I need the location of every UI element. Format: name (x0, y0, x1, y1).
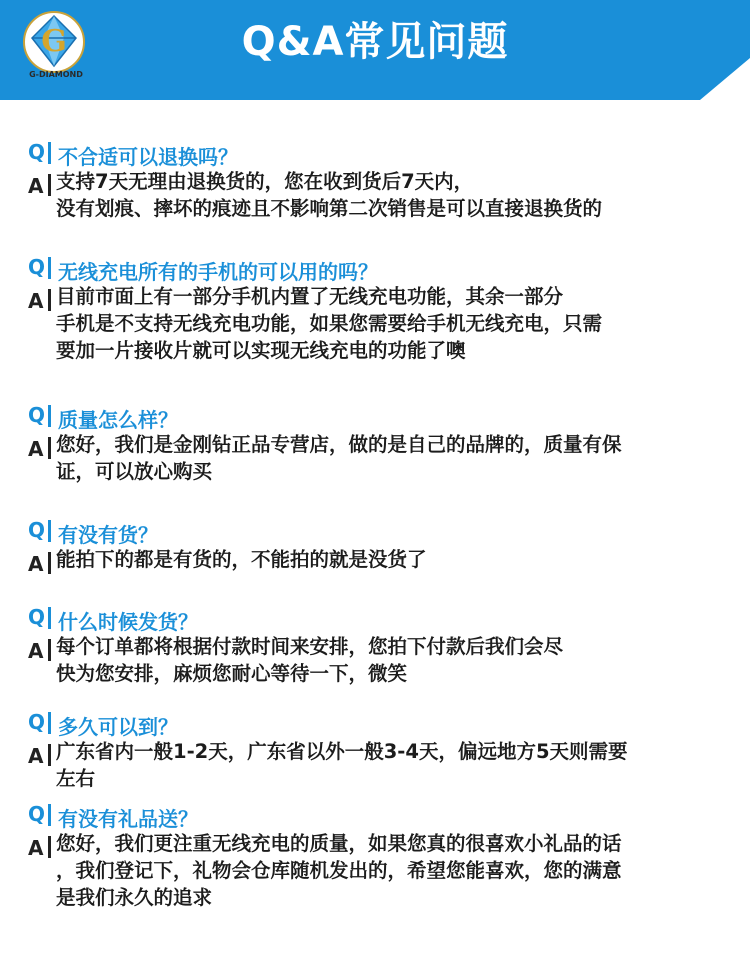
qa-item (28, 401, 728, 485)
answer-text: 目前市面上有一部分手机内置了无线充电功能，其余一部分 手机是不支持无线充电功能，如果您需要给手机无线充电，只需 要加一片接收片就可以实现无线充电的功能了噢 (56, 285, 603, 362)
answer-row (28, 431, 728, 485)
answer-text: 能拍下的都是有货的，不能拍的就是没货了 (56, 548, 427, 571)
question-divider (48, 405, 51, 427)
qa-item (28, 138, 728, 222)
answer-divider (48, 289, 51, 311)
answer-text: 您好，我们更注重无线充电的质量，如果您真的很喜欢小礼品的话 ，我们登记下，礼物会仓库随机发出的，希望您能喜欢，您的满意 是我们永久的追求 (56, 832, 622, 909)
answer-mark: A (28, 836, 44, 860)
question-mark: Q (28, 255, 46, 279)
answer-divider (48, 437, 51, 459)
answer-row (28, 738, 728, 792)
question-divider (48, 257, 51, 279)
qa-item (28, 800, 728, 911)
question-text: 无线充电所有的手机的可以用的吗？ (58, 260, 378, 284)
logo-text: G-DIAMOND (29, 70, 83, 79)
question-row (28, 800, 728, 830)
answer-divider (48, 552, 51, 574)
qa-item (28, 516, 728, 576)
qa-item (28, 708, 728, 792)
answer-mark: A (28, 552, 44, 576)
question-text: 有没有货？ (58, 523, 158, 547)
answer-text: 您好，我们是金刚钻正品专营店，做的是自己的品牌的，质量有保 证，可以放心购买 (56, 433, 622, 483)
question-text: 什么时候发货？ (58, 610, 198, 634)
question-mark: Q (28, 605, 46, 629)
question-row (28, 708, 728, 738)
answer-row (28, 633, 728, 687)
question-mark: Q (28, 403, 46, 427)
answer-divider (48, 639, 51, 661)
question-row (28, 603, 728, 633)
question-row (28, 516, 728, 546)
answer-row (28, 168, 728, 222)
question-mark: Q (28, 518, 46, 542)
answer-row (28, 546, 728, 576)
answer-divider (48, 744, 51, 766)
question-divider (48, 712, 51, 734)
question-divider (48, 142, 51, 164)
question-mark: Q (28, 802, 46, 826)
answer-mark: A (28, 639, 44, 663)
qa-item (28, 253, 728, 364)
answer-mark: A (28, 437, 44, 461)
question-divider (48, 520, 51, 542)
question-text: 质量怎么样？ (58, 408, 178, 432)
question-divider (48, 804, 51, 826)
answer-divider (48, 836, 51, 858)
question-text: 多久可以到？ (58, 715, 178, 739)
answer-mark: A (28, 174, 44, 198)
answer-text: 支持7天无理由退换货的，您在收到货后7天内， 没有划痕、摔坏的痕迹且不影响第二次销售是可以直接退换货的 (56, 170, 603, 220)
header-banner (0, 0, 750, 100)
qa-item (28, 603, 728, 687)
question-row (28, 253, 728, 283)
answer-text: 广东省内一般1-2天，广东省以外一般3-4天，偏远地方5天则需要 左右 (56, 740, 628, 790)
question-row (28, 401, 728, 431)
svg-text:G: G (41, 24, 67, 59)
answer-divider (48, 174, 51, 196)
answer-mark: A (28, 744, 44, 768)
answer-mark: A (28, 289, 44, 313)
answer-row (28, 830, 728, 911)
page-title: Q&A常见问题 (241, 19, 509, 65)
question-text: 不合适可以退换吗？ (58, 145, 238, 169)
answer-row (28, 283, 728, 364)
question-text: 有没有礼品送？ (58, 807, 198, 831)
question-row (28, 138, 728, 168)
question-divider (48, 607, 51, 629)
question-mark: Q (28, 140, 46, 164)
question-mark: Q (28, 710, 46, 734)
answer-text: 每个订单都将根据付款时间来安排，您拍下付款后我们会尽 快为您安排，麻烦您耐心等待一下，微笑 (56, 635, 564, 685)
